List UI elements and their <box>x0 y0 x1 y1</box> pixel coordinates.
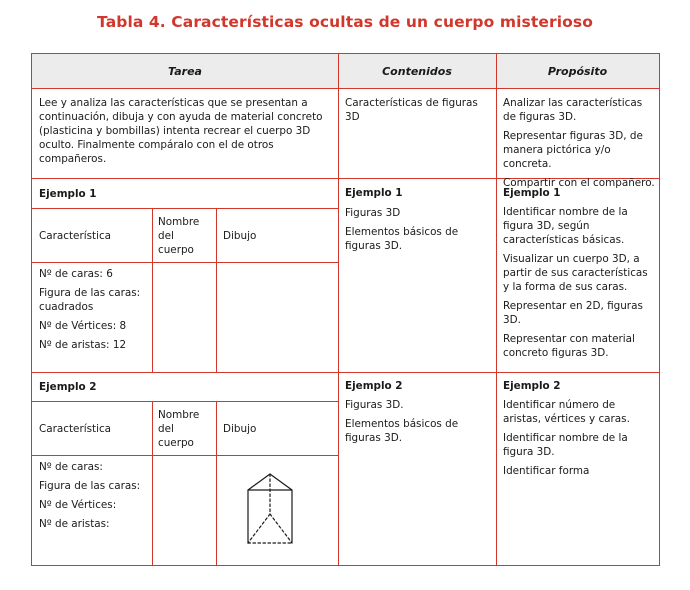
header-contenidos: Contenidos <box>382 65 452 78</box>
proposito-row1 <box>503 96 655 195</box>
example1-contenidos-heading: Ejemplo 1 <box>345 187 403 199</box>
proposito-row1-item: Analizar las características de figuras 3D. <box>503 97 643 123</box>
proposito-item: Representar con material concreto figuras 3D. <box>503 333 635 359</box>
caracteristica-item: Figura de las caras: cuadrados <box>39 287 141 313</box>
example1-proposito <box>503 205 655 365</box>
triangular-prism-icon <box>240 470 300 550</box>
caracteristica-item: Nº de aristas: 12 <box>39 339 127 351</box>
example2-heading: Ejemplo 2 <box>39 381 97 393</box>
example1-caracteristicas <box>39 267 151 357</box>
example2-proposito <box>503 398 655 483</box>
caracteristica-item: Nº de caras: 6 <box>39 268 113 280</box>
caracteristica-item: Nº de caras: <box>39 461 103 473</box>
contenido-item: Elementos básicos de figuras 3D. <box>345 418 459 444</box>
example1-col-dibujo: Dibujo <box>223 230 257 242</box>
contenidos-row1: Características de figuras 3D <box>345 97 478 123</box>
caracteristica-item: Nº de Vértices: <box>39 499 117 511</box>
contenido-item: Figuras 3D. <box>345 399 404 411</box>
proposito-item: Visualizar un cuerpo 3D, a partir de sus características y la forma de sus caras. <box>503 253 648 293</box>
example1-contenidos <box>345 206 493 258</box>
example2-col-caracteristica: Característica <box>39 423 112 435</box>
example2-proposito-heading: Ejemplo 2 <box>503 380 561 392</box>
proposito-item: Identificar número de aristas, vértices y caras. <box>503 399 630 425</box>
proposito-item: Identificar nombre de la figura 3D. <box>503 432 628 458</box>
example2-col-dibujo: Dibujo <box>223 423 257 435</box>
contenido-item: Elementos básicos de figuras 3D. <box>345 226 459 252</box>
example1-heading: Ejemplo 1 <box>39 188 97 200</box>
example1-col-nombre: Nombre del cuerpo <box>158 216 200 256</box>
header-proposito: Propósito <box>547 65 608 78</box>
example2-col-nombre: Nombre del cuerpo <box>158 409 200 449</box>
example2-contenidos <box>345 398 493 450</box>
contenido-item: Figuras 3D <box>345 207 401 219</box>
proposito-item: Representar en 2D, figuras 3D. <box>503 300 643 326</box>
table-title: Tabla 4. Características ocultas de un cuerpo misterioso <box>97 13 593 31</box>
example2-contenidos-heading: Ejemplo 2 <box>345 380 403 392</box>
proposito-row1-item: Compartir con el compañero. <box>503 177 655 189</box>
caracteristica-item: Figura de las caras: <box>39 480 141 492</box>
proposito-item: Identificar nombre de la figura 3D, según características básicas. <box>503 206 628 246</box>
caracteristica-item: Nº de Vértices: 8 <box>39 320 127 332</box>
header-tarea: Tarea <box>168 65 202 78</box>
proposito-row1-item: Representar figuras 3D, de manera pictórica y/o concreta. <box>503 130 643 170</box>
example1-proposito-heading: Ejemplo 1 <box>503 187 561 199</box>
example2-caracteristicas <box>39 460 151 536</box>
caracteristica-item: Nº de aristas: <box>39 518 110 530</box>
example1-col-caracteristica: Característica <box>39 230 112 242</box>
proposito-item: Identificar forma <box>503 465 590 477</box>
tarea-instructions: Lee y analiza las características que se presentan a continuación, dibuja y con ayuda de material concreto (plasticina y bombillas) intenta recrear el cuerpo 3D oculto. Finalmente compáralo con el de otros compañeros. <box>39 97 323 165</box>
